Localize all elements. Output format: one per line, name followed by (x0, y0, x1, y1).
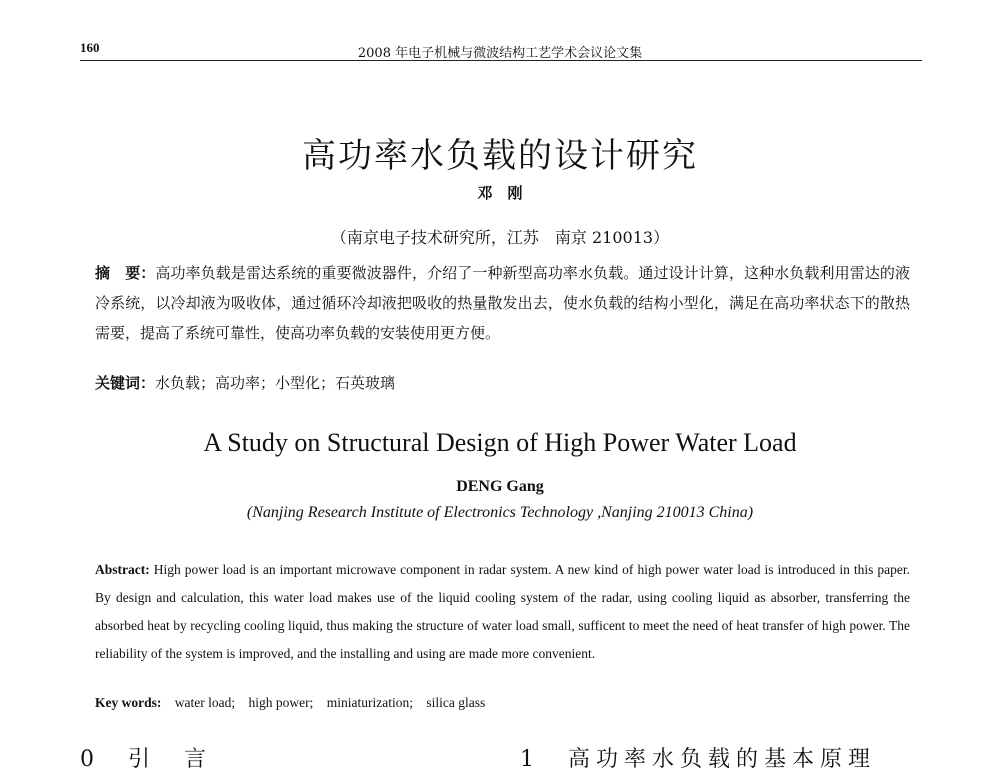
chinese-abstract-label: 摘 要： (95, 264, 156, 282)
keyword-item: water load; (174, 695, 236, 710)
section-heading-introduction: 0 引 言 (80, 747, 212, 772)
keyword-item: silica glass (426, 695, 486, 710)
english-keywords-label: Key words: (95, 695, 162, 710)
keyword-item: high power; (248, 695, 314, 710)
running-header-title: 2008 年电子机械与微波结构工艺学术会议论文集 (357, 46, 643, 61)
chinese-keywords-label: 关键词： (95, 374, 156, 392)
header-rule (80, 60, 922, 61)
english-affiliation: (Nanjing Research Institute of Electronics Technology ,Nanjing 210013 China) (246, 504, 754, 521)
chinese-abstract (95, 258, 910, 348)
chinese-title: 高功率水负载的设计研究 (302, 136, 698, 176)
keyword-item: miniaturization; (326, 695, 413, 710)
chinese-abstract-text: 高功率负载是雷达系统的重要微波器件，介绍了一种新型高功率水负载。通过设计计算，这种水负载利用雷达的液冷系统，以冷却液为吸收体，通过循环冷却液把吸收的热量散发出去，使水负载的结构小型化，满足在高功率状态下的散热需要，提高了系统可靠性，使高功率负载的安装使用更方便。 (95, 264, 910, 342)
english-keywords (95, 692, 910, 714)
page-number: 160 (80, 40, 100, 55)
english-abstract (95, 556, 910, 668)
english-title: A Study on Structural Design of High Power Water Load (203, 428, 797, 457)
english-abstract-text: High power load is an important microwave component in radar system. A new kind of high power water load is introduced in this paper. By design and calculation, this water load makes use of the liquid cooling system of the radar, using cooling liquid as absorber, transferring the absorbed heat by recycling cooling liquid, thus making the structure of water load small, sufficent to meet the need of heat transfer of high power. The reliability of the system is improved, and the installing and using are made more convenient. (95, 562, 910, 661)
chinese-affiliation: （南京电子技术研究所，江苏 南京 210013） (330, 228, 670, 247)
chinese-keywords-text: 水负载；高功率；小型化；石英玻璃 (155, 374, 396, 392)
section-heading-principle: 1 高功率水负载的基本原理 (520, 747, 876, 772)
chinese-author: 邓 刚 (477, 184, 523, 202)
english-author: DENG Gang (456, 478, 544, 495)
chinese-keywords (95, 370, 910, 396)
english-abstract-label: Abstract: (95, 562, 150, 577)
